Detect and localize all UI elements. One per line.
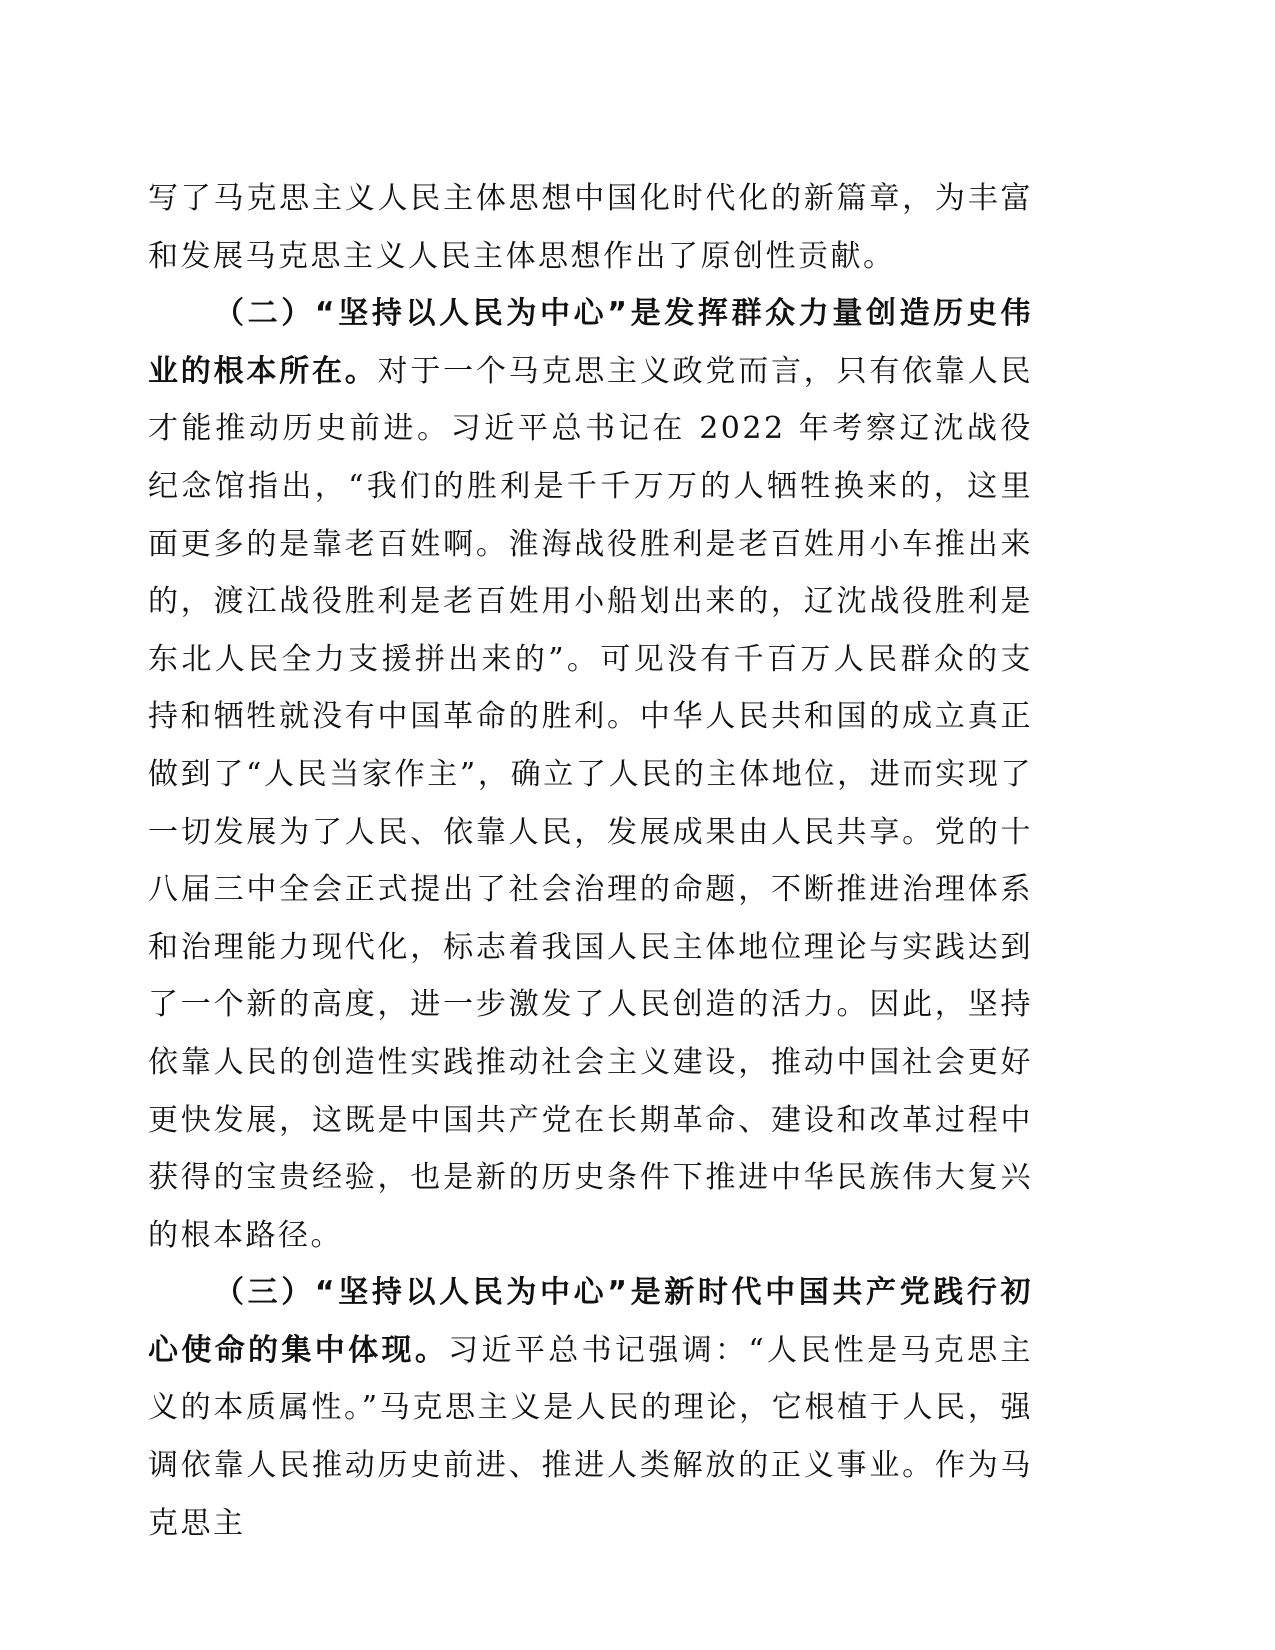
paragraph-2-text: 对于一个马克思主义政党而言，只有依靠人民才能推动历史前进。习近平总书记在 2022 年考察辽沈战役纪念馆指出，“我们的胜利是千千万万的人牺牲换来的，这里面更多的是靠老百姓啊。淮海战役胜利是老百姓用小车推出来的，渡江战役胜利是老百姓用小船划出来的，辽沈战役胜利是东北人民全力支援拼出来的”。可见没有千百万人民群众的支持和牺牲就没有中国革命的胜利。中华人民共和国的成立真正做到了“人民当家作主”，确立了人民的主体地位，进而实现了一切发展为了人民、依靠人民，发展成果由人民共享。党的十八届三中全会正式提出了社会治理的命题，不断推进治理体系和治理能力现代化，标志着我国人民主体地位理论与实践达到了一个新的高度，进一步激发了人民创造的活力。因此，坚持依靠人民的创造性实践推动社会主义建设，推动中国社会更好更快发展，这既是中国共产党在长期革命、建设和改革过程中获得的宝贵经验，也是新的历史条件下推进中华民族伟大复兴的根本路径。 (148, 353, 1034, 1253)
paragraph-2 (148, 285, 1033, 1264)
paragraph-3 (148, 1264, 1033, 1552)
section-heading-3: （三）“坚持以人民为中心”是新时代中国共产党践行初心使命的集中体现。 (148, 1275, 1033, 1368)
section-heading-2: （二）“坚持以人民为中心”是发挥群众力量创造历史伟业的根本所在。 (148, 296, 1033, 389)
paragraph-1 (148, 170, 1033, 285)
paragraph-1-text: 写了马克思主义人民主体思想中国化时代化的新篇章，为丰富和发展马克思主义人民主体思想作出了原创性贡献。 (148, 181, 1033, 274)
paragraph-3-text: 习近平总书记强调：“人民性是马克思主义的本质属性。”马克思主义是人民的理论，它根植于人民，强调依靠人民推动历史前进、推进人类解放的正义事业。作为马克思主 (148, 1332, 1033, 1541)
document-page (148, 170, 1033, 1552)
